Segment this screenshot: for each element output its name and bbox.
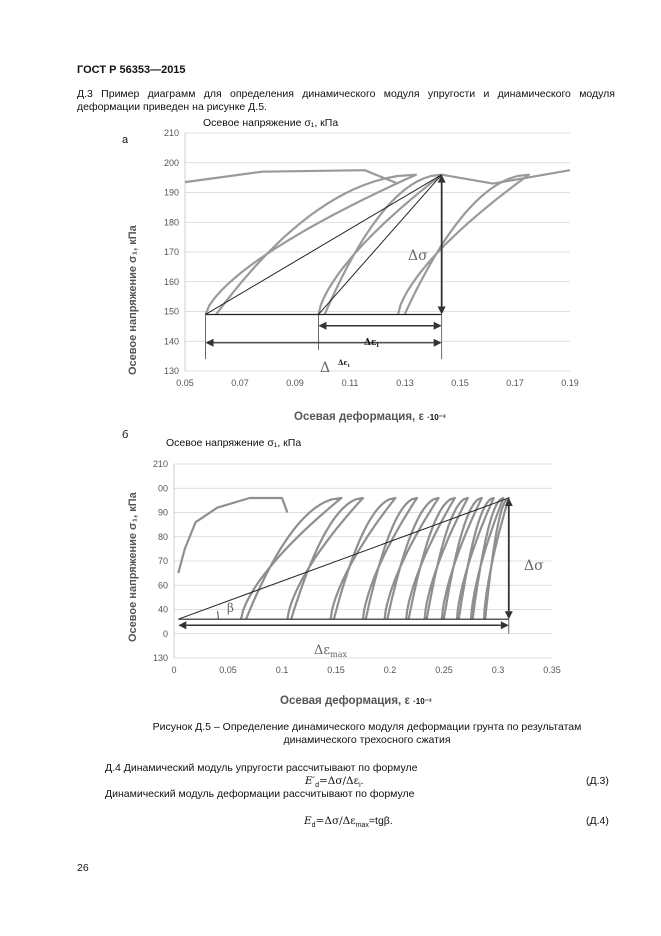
- chart-a-chord-line: [318, 175, 441, 315]
- chart-a-title: Осевое напряжение σ₁, кПа: [203, 117, 339, 129]
- chart-a-delta-eps-i: $\Delta\varepsilon_i$: [364, 338, 379, 349]
- chart-a-xlabel: Осевая деформация, ε ·10⁻³: [294, 411, 446, 423]
- chart-a-ytick-label: 130: [163, 366, 179, 376]
- chart-a-xtick-label: 0.07: [231, 378, 249, 388]
- chart-b-yticks: [153, 459, 168, 663]
- chart-a-xtick-label: 0.05: [176, 378, 194, 388]
- chart-a-yticks: [164, 128, 179, 376]
- figure-caption: [77, 721, 657, 747]
- chart-b-ytick-label: 00: [157, 483, 168, 494]
- chart-b-ytick-label: 40: [157, 604, 168, 615]
- chart-a-ytick-label: 200: [163, 157, 179, 168]
- chart-a-xtick-label: 0.09: [286, 378, 304, 388]
- chart-b-xticks: [171, 665, 560, 675]
- chart-b-ytick-label: 80: [157, 531, 168, 542]
- chart-b-grid: [174, 464, 552, 658]
- chart-b-cycle: [331, 498, 396, 619]
- formula-d4-number: (Д.4): [586, 815, 609, 827]
- chart-b-eps-right-head: [501, 621, 509, 629]
- chart-b-sigma-arrowhead-bottom: [505, 611, 513, 619]
- formula-d3-number: (Д.3): [586, 775, 609, 787]
- caption-line-2: динамического трехосного сжатия: [283, 734, 451, 746]
- chart-a-eps-i-right-head: [434, 322, 442, 330]
- chart-b-xtick-label: 0.25: [435, 665, 453, 675]
- chart-a-xtick-label: 0.11: [341, 378, 359, 388]
- chart-b-xtick-label: 0.2: [383, 665, 397, 675]
- chart-b-ytick-label: 60: [157, 580, 168, 591]
- caption-line-1: Рисунок Д.5 – Определение динамического модуля деформации грунта по результатам: [152, 721, 582, 733]
- chart-a-xticks: [176, 378, 579, 388]
- chart-a-eps-left-head: [206, 339, 214, 347]
- chart-b-ytick-label: 70: [157, 556, 168, 566]
- chart-b-delta-sigma: Δσ: [524, 558, 544, 574]
- chart-b-svg: [120, 452, 590, 722]
- panel-label-a: а: [122, 134, 129, 146]
- chart-a-loop: [398, 175, 529, 315]
- chart-a-ytick-label: 160: [163, 276, 179, 287]
- panel-label-b: б: [122, 429, 129, 441]
- chart-b-ylabel: Осевое напряжение σ₁, кПа: [127, 492, 139, 642]
- chart-a-xtick-label: 0.15: [451, 378, 469, 388]
- formula-d3: $E'_d=\Delta\sigma/\Delta\varepsilon_i$.: [305, 775, 364, 790]
- chart-a-delta-sigma: Δσ: [408, 248, 428, 264]
- chart-b-beta-arc: [218, 611, 219, 619]
- chart-a-xtick-label: 0.17: [506, 378, 524, 388]
- chart-b-ytick-label: 90: [157, 507, 168, 518]
- chart-b-ytick-label: 130: [152, 653, 168, 663]
- chart-b-beta: β: [227, 601, 234, 615]
- chart-b-xtick-label: 0.35: [543, 665, 561, 675]
- intro-paragraph: Д.3 Пример диаграмм для определения динамического модуля упругости и динамического модуля деформации приведен на рисунке Д.5.: [77, 88, 615, 113]
- chart-a-eps-i-left-head: [318, 322, 326, 330]
- chart-b-ytick-label: 0: [162, 628, 168, 639]
- document-header: ГОСТ Р 56353—2015: [77, 64, 186, 76]
- chart-a-loop: [206, 175, 417, 315]
- chart-a-delta-eps-small: $\Delta\varepsilon_i$: [338, 358, 350, 369]
- chart-a-ytick-label: 140: [163, 336, 179, 347]
- chart-a-xtick-label: 0.13: [396, 378, 414, 388]
- formula-intro-1: Д.4 Динамический модуль упругости рассчитывают по формуле: [105, 762, 418, 774]
- chart-b-ytick-label: 210: [152, 459, 168, 469]
- chart-a-delta-left: Δ: [320, 360, 331, 376]
- chart-a-annotations: [206, 175, 446, 359]
- chart-a-ytick-label: 170: [163, 247, 179, 257]
- chart-a-ylabel: Осевое напряжение σ₁, кПа: [127, 225, 139, 375]
- chart-b-xtick-label: 0.05: [219, 665, 237, 675]
- chart-b-xtick-label: 0: [171, 665, 177, 675]
- chart-a-xtick-label: 0.19: [561, 378, 579, 388]
- chart-b-xtick-label: 0.1: [275, 665, 289, 675]
- chart-a-ytick-label: 150: [163, 306, 179, 317]
- page-number: 26: [77, 862, 89, 874]
- chart-a-sigma-arrowhead-bottom: [438, 306, 446, 314]
- chart-b-xtick-label: 0.3: [491, 665, 505, 675]
- formula-intro-2: Динамический модуль деформации рассчитывают по формуле: [105, 788, 415, 800]
- chart-a-ytick-label: 210: [163, 128, 179, 138]
- chart-a-grid: [185, 133, 570, 371]
- chart-b-xtick-label: 0.15: [327, 665, 345, 675]
- chart-b-title: Осевое напряжение σ₁, кПа: [166, 437, 302, 449]
- chart-a-ytick-label: 180: [163, 217, 179, 228]
- chart-a-initial-curve: [185, 170, 398, 183]
- chart-b-xlabel: Осевая деформация, ε ·10⁻³: [280, 695, 432, 707]
- formula-d4: $E_d=\Delta\sigma/\Delta\varepsilon_{max}=tg\beta$.: [304, 815, 393, 830]
- chart-a-ytick-label: 190: [163, 187, 179, 198]
- chart-a-svg: [120, 125, 590, 430]
- chart-b-delta-eps: $\Delta\varepsilon_{max}$: [314, 643, 347, 659]
- chart-a-eps-right-head: [434, 339, 442, 347]
- chart-b-eps-left-head: [178, 621, 186, 629]
- chart-b-initial-curve: [178, 498, 287, 573]
- chart-a-final-curve: [442, 170, 570, 183]
